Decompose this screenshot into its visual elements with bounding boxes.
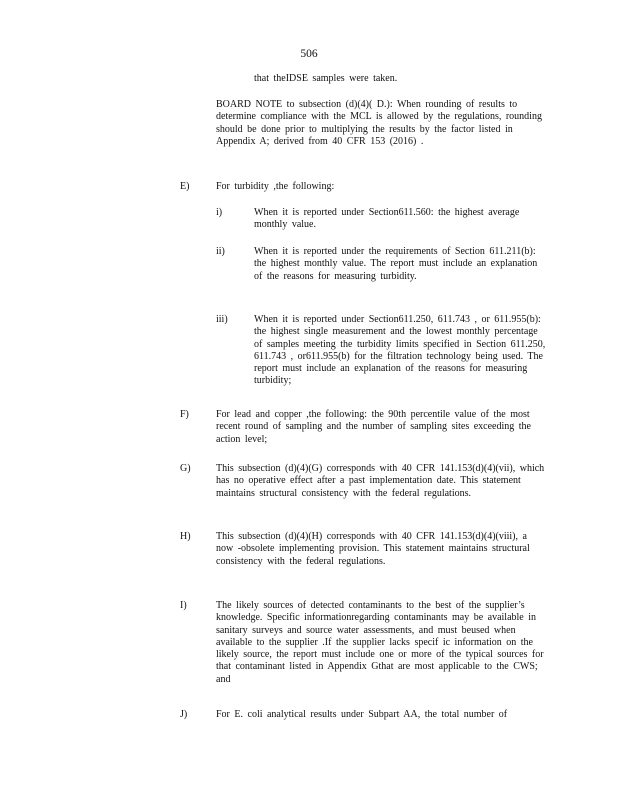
- item-text-h: This subsection (d)(4)(H) corresponds with 40 CFR 141.153(d)(4)(viii), a now -obsolete implementing provision. This statement maintains structural consistency with the federal regulations.: [216, 531, 530, 567]
- item-text-f: For lead and copper ,the following: the 90th percentile value of the most recent round of sampling and the number of sampling sites exceeding the action level;: [216, 409, 531, 445]
- item-text-e: For turbidity ,the following:: [216, 181, 335, 192]
- page-number: 506: [300, 48, 318, 60]
- item-text-g: This subsection (d)(4)(G) corresponds with 40 CFR 141.153(d)(4)(vii), which has no operative effect after a past implementation date. This statement maintains structural consistency with the federal regulations.: [216, 463, 545, 499]
- subitem-text-i: When it is reported under Section611.560: the highest average monthly value.: [254, 207, 520, 231]
- subitem-text-iii: When it is reported under Section611.250, 611.743 , or 611.955(b): the highest single measurement and the lowest monthly percentage of samples meeting the turbidity limits specified in Section 611.250, 611.743 , or611.955(b) for the filtration technology being used. The report must include an explanation of the reasons for measuring turbidity;: [254, 314, 546, 387]
- item-label-j: J): [180, 709, 188, 720]
- item-label-g: G): [180, 463, 191, 474]
- subitem-label-i: i): [216, 207, 223, 218]
- subitem-text-ii: When it is reported under the requirements of Section 611.211(b): the highest monthly value. The report must include an explanation of the reasons for measuring turbidity.: [254, 246, 538, 282]
- item-text-i: The likely sources of detected contaminants to the best of the supplier’s knowledge. Specific informationregarding contaminants may be available in sanitary surveys and source water assessments, and must beused when available to the supplier .If the supplier lacks specif ic information on the likely source, the report must include one or more of the typical sources for that contaminant listed in Appendix Gthat are most applicable to the CWS; and: [216, 600, 544, 685]
- item-text-j: For E. coli analytical results under Subpart AA, the total number of: [216, 709, 508, 720]
- board-note: BOARD NOTE to subsection (d)(4)( D.): When rounding of results to determine compliance with the MCL is allowed by the regulations, rounding should be done prior to multiplying the results by the factor listed in Appendix A; derived from 40 CFR 153 (2016) .: [216, 99, 542, 147]
- item-label-e: E): [180, 181, 190, 192]
- item-label-i: I): [180, 600, 187, 611]
- item-label-f: F): [180, 409, 189, 420]
- item-label-h: H): [180, 531, 191, 542]
- continuation-text: that theIDSE samples were taken.: [254, 73, 398, 84]
- subitem-label-ii: ii): [216, 246, 225, 257]
- subitem-label-iii: iii): [216, 314, 228, 325]
